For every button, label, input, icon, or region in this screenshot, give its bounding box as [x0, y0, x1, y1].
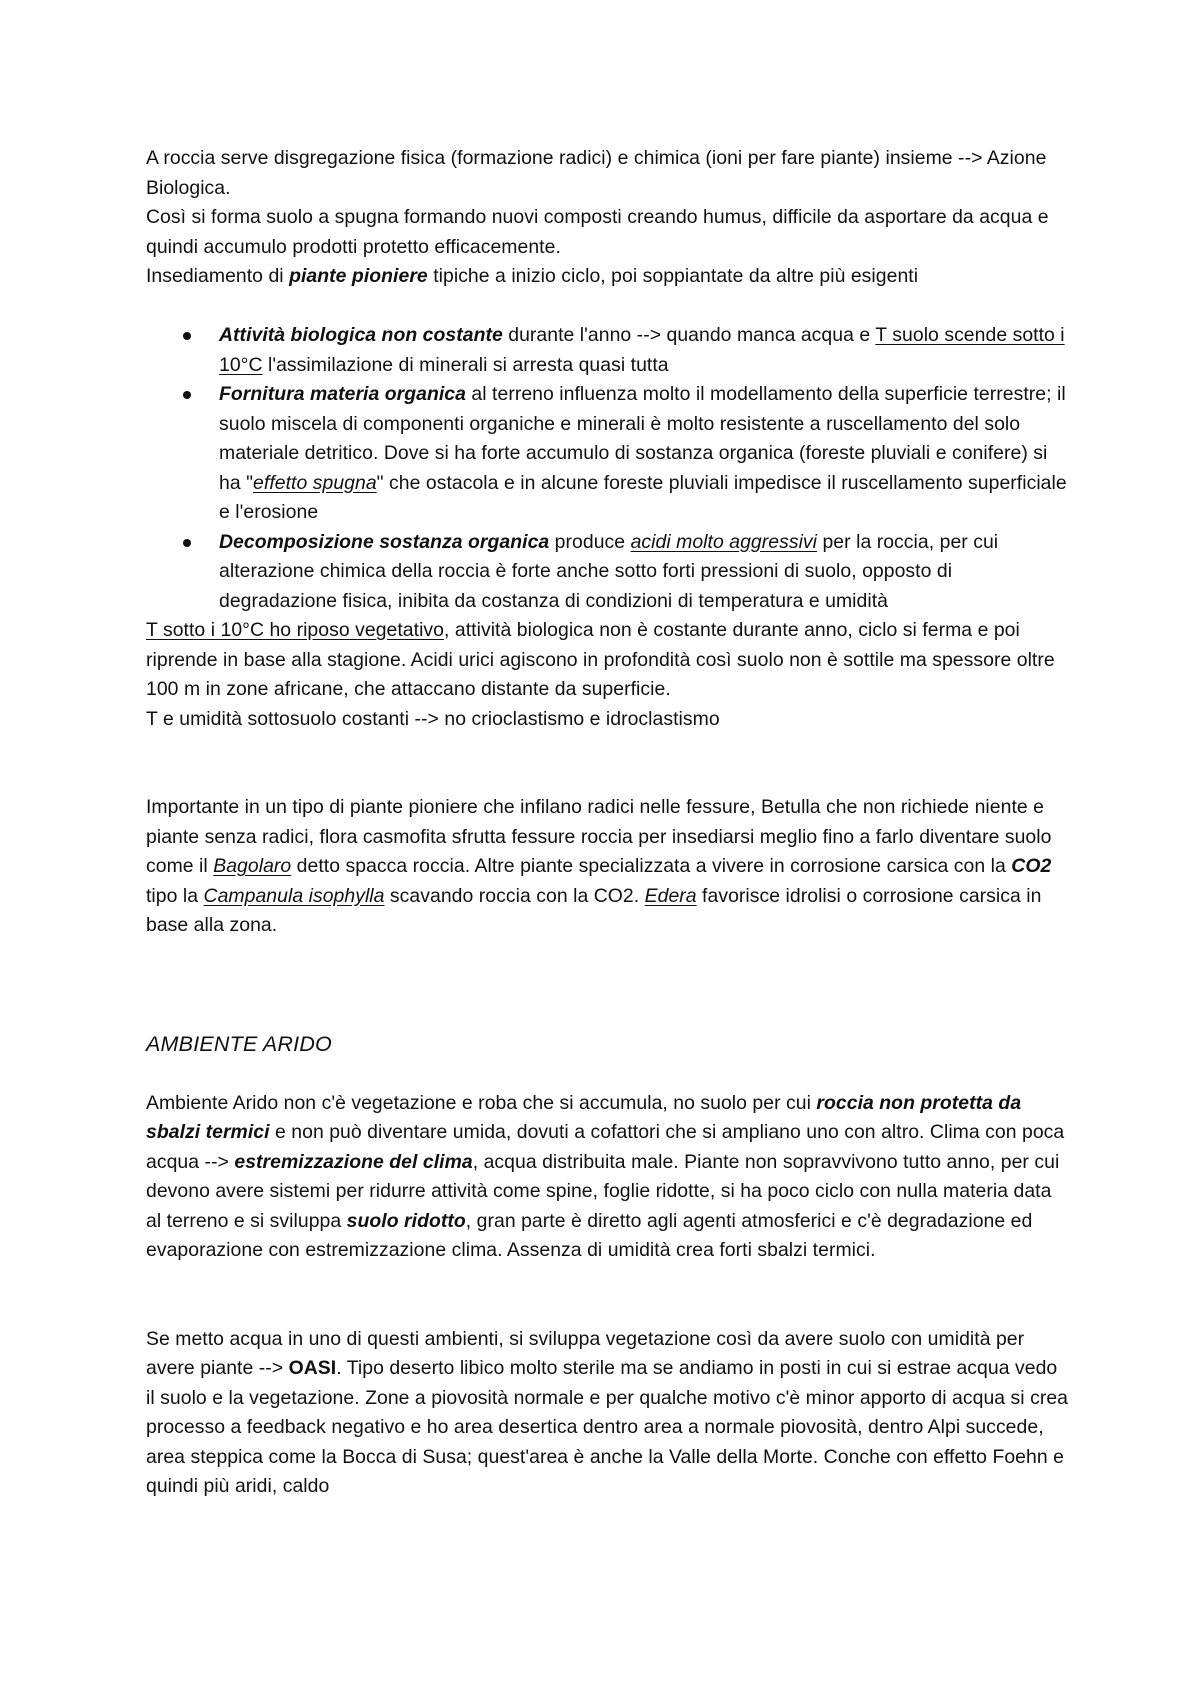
- document-page: [146, 144, 1071, 1502]
- list-item-title: Decomposizione sostanza organica: [219, 530, 550, 553]
- blank-lines: [146, 1059, 1071, 1089]
- text-run: A roccia serve disgregazione fisica (formazione radici) e chimica (ioni per fare piante) insieme --> Azione Biologica.: [146, 147, 1047, 199]
- text-run: produce: [549, 530, 631, 553]
- paragraph-ambiente-arido: [146, 1089, 1071, 1266]
- text-run: tipo la: [146, 884, 204, 907]
- list-item-title: Fornitura materia organica: [219, 383, 466, 405]
- paragraph-oasi: [146, 1325, 1071, 1502]
- text-run: tipiche a inizio ciclo, poi soppiantate da altre più esigenti: [427, 265, 919, 287]
- text-run: , attività biologica non è costante durante anno, ciclo si ferma e poi riprende in base alla stagione. Acidi urici agiscono in profondità così suolo non è sottile ma spessore oltre 100 m in zone africane, che attaccano distante da superficie.: [146, 619, 1055, 700]
- text-run: Ambiente Arido non c'è vegetazione e roba che si accumula, no suolo per cui: [146, 1091, 817, 1114]
- text-run: , gran parte è diretto agli agenti atmosferici e c'è degradazione ed evaporazione con estremizzazione clima. Assenza di umidità crea forti sbalzi termici.: [146, 1209, 1033, 1261]
- emphasis-oasi: OASI: [288, 1357, 337, 1379]
- underlined-text: Edera: [644, 884, 697, 907]
- list-item: [219, 321, 1071, 380]
- blank-lines: [146, 734, 1071, 793]
- text-run: , acqua distribuita male. Piante non sopravvivono tutto anno, per cui devono avere sistemi per ridurre attività come spine, foglie ridotte, si ha poco ciclo con nulla materia data al terreno e si sviluppa: [146, 1150, 1060, 1232]
- underlined-text: Campanula isophylla: [203, 884, 385, 907]
- underlined-text: T suolo scende sotto i 10°C: [219, 324, 1065, 376]
- paragraph-piante-pioniere: [146, 793, 1071, 941]
- text-run: T e umidità sottosuolo costanti --> no crioclastismo e idroclastismo: [146, 707, 720, 730]
- text-run: " che ostacola e in alcune foreste pluviali impedisce il ruscellamento superficiale e l'erosione: [219, 471, 1067, 523]
- list-item-title: Attività biologica non costante: [219, 324, 503, 346]
- text-run: Insediamento di: [146, 265, 290, 287]
- emphasis-text: estremizzazione del clima: [234, 1150, 473, 1173]
- emphasis-text: roccia non protetta da sbalzi termici: [146, 1091, 1022, 1143]
- text-run: Se metto acqua in uno di questi ambienti, si sviluppa vegetazione così da avere suolo con umidità per avere piante -->: [146, 1327, 1025, 1379]
- emphasis-piante-pioniere: piante pioniere: [289, 265, 428, 287]
- text-run: Così si forma suolo a spugna formando nuovi composti creando humus, difficile da asportare da acqua e quindi accumulo prodotti protetto efficacemente.: [146, 206, 1049, 258]
- bullet-list: [146, 321, 1071, 616]
- emphasis-co2: CO2: [1011, 855, 1052, 877]
- list-item: [219, 380, 1071, 528]
- underlined-text: T sotto i 10°C ho riposo vegetativo: [146, 619, 445, 641]
- text-run: detto spacca roccia. Altre piante specializzata a vivere in corrosione carsica con la: [291, 855, 1012, 877]
- text-run: Importante in un tipo di piante pioniere che infilano radici nelle fessure, Betulla che non richiede niente e piante senza radici, flora casmofita sfrutta fessure roccia per insediarsi meglio fino a farlo diventare suolo come il: [146, 796, 1052, 877]
- text-run: l'assimilazione di minerali si arresta quasi tutta: [262, 353, 669, 376]
- underlined-text: Bagolaro: [213, 855, 292, 877]
- text-run: per la roccia, per cui alterazione chimica della roccia è forte anche sotto forti pressioni di suolo, opposto di degradazione fisica, inibita da costanza di condizioni di temperatura e umidità: [219, 530, 999, 612]
- paragraph-intro: [146, 144, 1071, 292]
- emphasis-text: suolo ridotto: [346, 1209, 466, 1232]
- text-run: e non può diventare umida, dovuti a cofattori che si ampliano uno con altro. Clima con poca acqua -->: [146, 1121, 1065, 1173]
- paragraph-riposo-vegetativo: [146, 616, 1071, 734]
- blank-lines: [146, 1266, 1071, 1325]
- text-run: . Tipo deserto libico molto sterile ma se andiamo in posti in cui si estrae acqua vedo il suolo e la vegetazione. Zone a piovosità normale e per qualche motivo c'è minor apporto di acqua si crea processo a feedback negativo e ho area desertica dentro area a normale piovosità, dentro Alpi succede, area steppica come la Bocca di Susa; quest'area è anche la Valle della Morte. Conche con effetto Foehn e quindi più aridi, caldo: [146, 1357, 1069, 1497]
- list-item: [219, 528, 1071, 617]
- section-heading: AMBIENTE ARIDO: [146, 1031, 332, 1056]
- text-run: favorisce idrolisi o corrosione carsica in base alla zona.: [146, 884, 1042, 936]
- text-run: al terreno influenza molto il modellamento della superficie terrestre; il suolo miscela di componenti organiche e minerali è molto resistente a ruscellamento del solo materiale detritico. Dove si ha forte accumulo di sostanza organica (foreste pluviali e conifere) si ha ": [219, 383, 1066, 494]
- text-run: scavando roccia con la CO2.: [384, 884, 645, 907]
- blank-lines: [146, 941, 1071, 1030]
- underlined-text: acidi molto aggressivi: [630, 530, 818, 553]
- underlined-text: effetto spugna: [253, 471, 377, 494]
- text-run: durante l'anno --> quando manca acqua e: [502, 324, 876, 346]
